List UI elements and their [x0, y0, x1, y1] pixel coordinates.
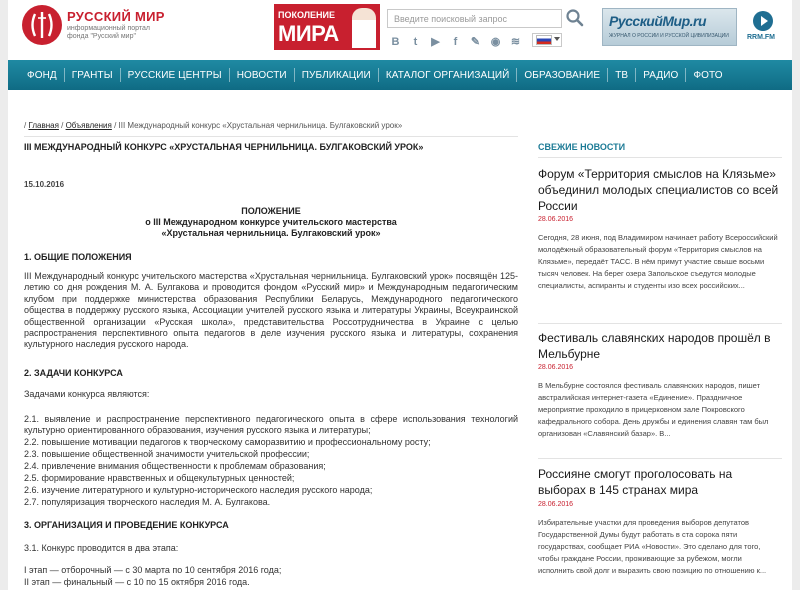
russkiymir-magazine-banner[interactable] — [602, 8, 737, 46]
breadcrumb-home-link[interactable]: Главная — [28, 121, 59, 130]
section-3-intro: 3.1. Конкурс проводится в два этапа: — [24, 543, 179, 553]
rrm-radio-link[interactable] — [744, 9, 782, 47]
rm-banner-subtitle: ЖУРНАЛ О РОССИИ И РУССКОЙ ЦИВИЛИЗАЦИИ — [609, 33, 729, 39]
logo-icon[interactable] — [22, 5, 62, 45]
list-item: 2.7. популяризация творческого наследия М. А. Булгакова. — [24, 497, 271, 507]
news-text-3: Избирательные участки для проведения выборов депутатов Государственной Думы будут работать в ста сорока пяти государствах, сообщает РИА «Новости». Это сделано для того, чтобы граждане России, проживающие за рубежом, могли исполнить свой долг и выразить свою позицию по отношению к... — [538, 518, 767, 575]
russian-flag-icon — [536, 35, 552, 45]
logo-title[interactable]: РУССКИЙ МИР — [67, 9, 165, 24]
banner-main-text: МИРА — [278, 21, 339, 46]
breadcrumb-current: III Международный конкурс «Хрустальная чернильница. Булгаковский урок» — [118, 121, 403, 130]
main-nav — [8, 60, 792, 90]
list-item: 2.2. повышение мотивации педагогов к творческому саморазвитию и профессиональному росту; — [24, 437, 431, 447]
divider — [24, 136, 518, 137]
divider — [538, 157, 782, 158]
nav-item-fond[interactable]: ФОНД — [27, 69, 57, 81]
section-3-title: 3. ОРГАНИЗАЦИЯ И ПРОВЕДЕНИЕ КОНКУРСА — [24, 520, 229, 530]
doc-head-line-1: ПОЛОЖЕНИЕ — [241, 206, 301, 216]
chevron-down-icon — [554, 37, 560, 41]
nav-item-catalog[interactable]: КАТАЛОГ ОРГАНИЗАЦИЙ — [385, 69, 510, 81]
section-2-title: 2. ЗАДАЧИ КОНКУРСА — [24, 368, 123, 378]
search-input[interactable] — [387, 9, 562, 28]
nav-item-photo[interactable]: ФОТО — [693, 69, 723, 81]
list-item: 2.4. привлечение внимания общественности к проблемам образования; — [24, 461, 326, 471]
social-links — [387, 34, 524, 50]
poklenie-mira-banner[interactable] — [274, 4, 380, 50]
section-1-title: 1. ОБЩИЕ ПОЛОЖЕНИЯ — [24, 252, 132, 262]
livejournal-icon[interactable]: ✎ — [470, 36, 481, 48]
play-icon — [753, 11, 773, 31]
divider — [538, 323, 782, 324]
nav-item-radio[interactable]: РАДИО — [643, 69, 679, 81]
list-item: 2.3. повышение общественной значимости учительской профессии; — [24, 449, 310, 459]
news-date-2: 28.06.2016 — [538, 364, 574, 371]
list-item: 2.5. формирование нравственных и общекультурных ценностей; — [24, 473, 295, 483]
fresh-news-heading: СВЕЖИЕ НОВОСТИ — [538, 142, 626, 152]
news-date-1: 28.06.2016 — [538, 216, 574, 223]
language-select[interactable] — [532, 33, 562, 47]
search-button[interactable] — [565, 8, 585, 28]
stage-1-line: I этап — отборочный — с 30 марта по 10 сентября 2016 года; — [24, 565, 282, 575]
breadcrumb-separator: / — [58, 121, 66, 130]
banner-top-text: ПОКОЛЕНИЕ — [278, 10, 336, 20]
nav-item-publications[interactable]: ПУБЛИКАЦИИ — [301, 69, 371, 81]
twitter-icon[interactable]: t — [413, 35, 418, 48]
section-1-text: III Международный конкурс учительского мастерства «Хрустальная чернильница. Булгаковский урок» посвящён 125-летию со дня рождения М. А. Булгакова и проводится фондом «Русский мир» и Международным педагогическим клубом при поддержке министерства образования Республики Беларусь, Международного педагогического общества в поддержку русского языка, Ассоциации учителей русского языка и литературы Украины, Всеукраинской общественной организации «Русская школа», представительства Россотрудничества в Украине с целью распространения перспективного опыта педагогов в деле изучения русского языка и литературы, сохранения культурного наследия русского народа. — [24, 271, 518, 350]
rrm-label: RRM.FM — [747, 34, 775, 41]
section-2-item-1: 2.1. выявление и распространение перспективного педагогического опыта в сфере использования технологий культурно ориентированного образования, изучения русского языка и литературы; — [24, 414, 518, 436]
article-date: 15.10.2016 — [24, 180, 65, 189]
breadcrumb — [24, 121, 402, 130]
doc-head-line-3: «Хрустальная чернильница. Булгаковский урок» — [161, 228, 381, 238]
rm-banner-title: РусскийМир.ru — [609, 13, 707, 29]
nav-item-centers[interactable]: РУССКИЕ ЦЕНТРЫ — [127, 69, 222, 81]
breadcrumb-prefix: / — [24, 121, 29, 130]
news-text-2: В Мельбурне состоялся фестиваль славянских народов, пишет австралийская интернет-газета «Единение». Праздничное мероприятие проходило в прицерковном зале Покровского кафедрального собора. День дружбы и единения славян там был организован «Славянский базар». В... — [538, 381, 769, 438]
news-text-1: Сегодня, 28 июня, под Владимиром начинает работу Всероссийский молодёжный образовательный форум «Территория смыслов на Клязьме», передаёт ТАСС. В нём примут участие свыше восьми тысяч человек. На берег озера Запольское съедутся молодые специалисты, аспиранты и студенты изо всех российских... — [538, 233, 778, 290]
divider — [538, 458, 782, 459]
location-icon[interactable]: ◉ — [490, 36, 501, 48]
site-header — [8, 0, 792, 60]
list-item: 2.6. изучение литературного и культурно-исторического наследия русского народа; — [24, 485, 373, 495]
news-date-3: 28.06.2016 — [538, 501, 574, 508]
section-2-intro: Задачами конкурса являются: — [24, 389, 150, 399]
stage-2-line: II этап — финальный — с 10 по 15 октября 2016 года. — [24, 577, 250, 587]
youtube-icon[interactable]: ▶ — [431, 36, 440, 48]
article-title: III МЕЖДУНАРОДНЫЙ КОНКУРС «ХРУСТАЛЬНАЯ ЧЕРНИЛЬНИЦА. БУЛГАКОВСКИЙ УРОК» — [24, 142, 424, 152]
news-title-1[interactable]: Форум «Территория смыслов на Клязьме» объединил молодых специалистов со всей России — [538, 167, 779, 213]
document-heading — [24, 206, 518, 239]
doc-head-line-2: о III Международном конкурсе учительского мастерства — [145, 217, 397, 227]
nav-item-tv[interactable]: ТВ — [615, 69, 629, 81]
banner-figure-icon — [352, 8, 376, 48]
news-title-3[interactable]: Россияне смогут проголосовать на выборах в 145 странах мира — [538, 467, 733, 497]
nav-item-education[interactable]: ОБРАЗОВАНИЕ — [524, 69, 601, 81]
breadcrumb-section-link[interactable]: Объявления — [65, 121, 112, 130]
news-title-2[interactable]: Фестиваль славянских народов прошёл в Мельбурне — [538, 331, 771, 361]
breadcrumb-separator: / — [111, 121, 119, 130]
rss-icon[interactable]: ≋ — [510, 36, 521, 48]
page — [8, 0, 792, 590]
vk-icon[interactable]: В — [391, 35, 400, 48]
facebook-icon[interactable]: f — [453, 35, 458, 48]
nav-item-news[interactable]: НОВОСТИ — [236, 69, 287, 81]
nav-item-grants[interactable]: ГРАНТЫ — [71, 69, 113, 81]
search-icon — [565, 8, 585, 28]
logo-subtitle: информационный портал фонда "Русский мир" — [67, 25, 150, 40]
